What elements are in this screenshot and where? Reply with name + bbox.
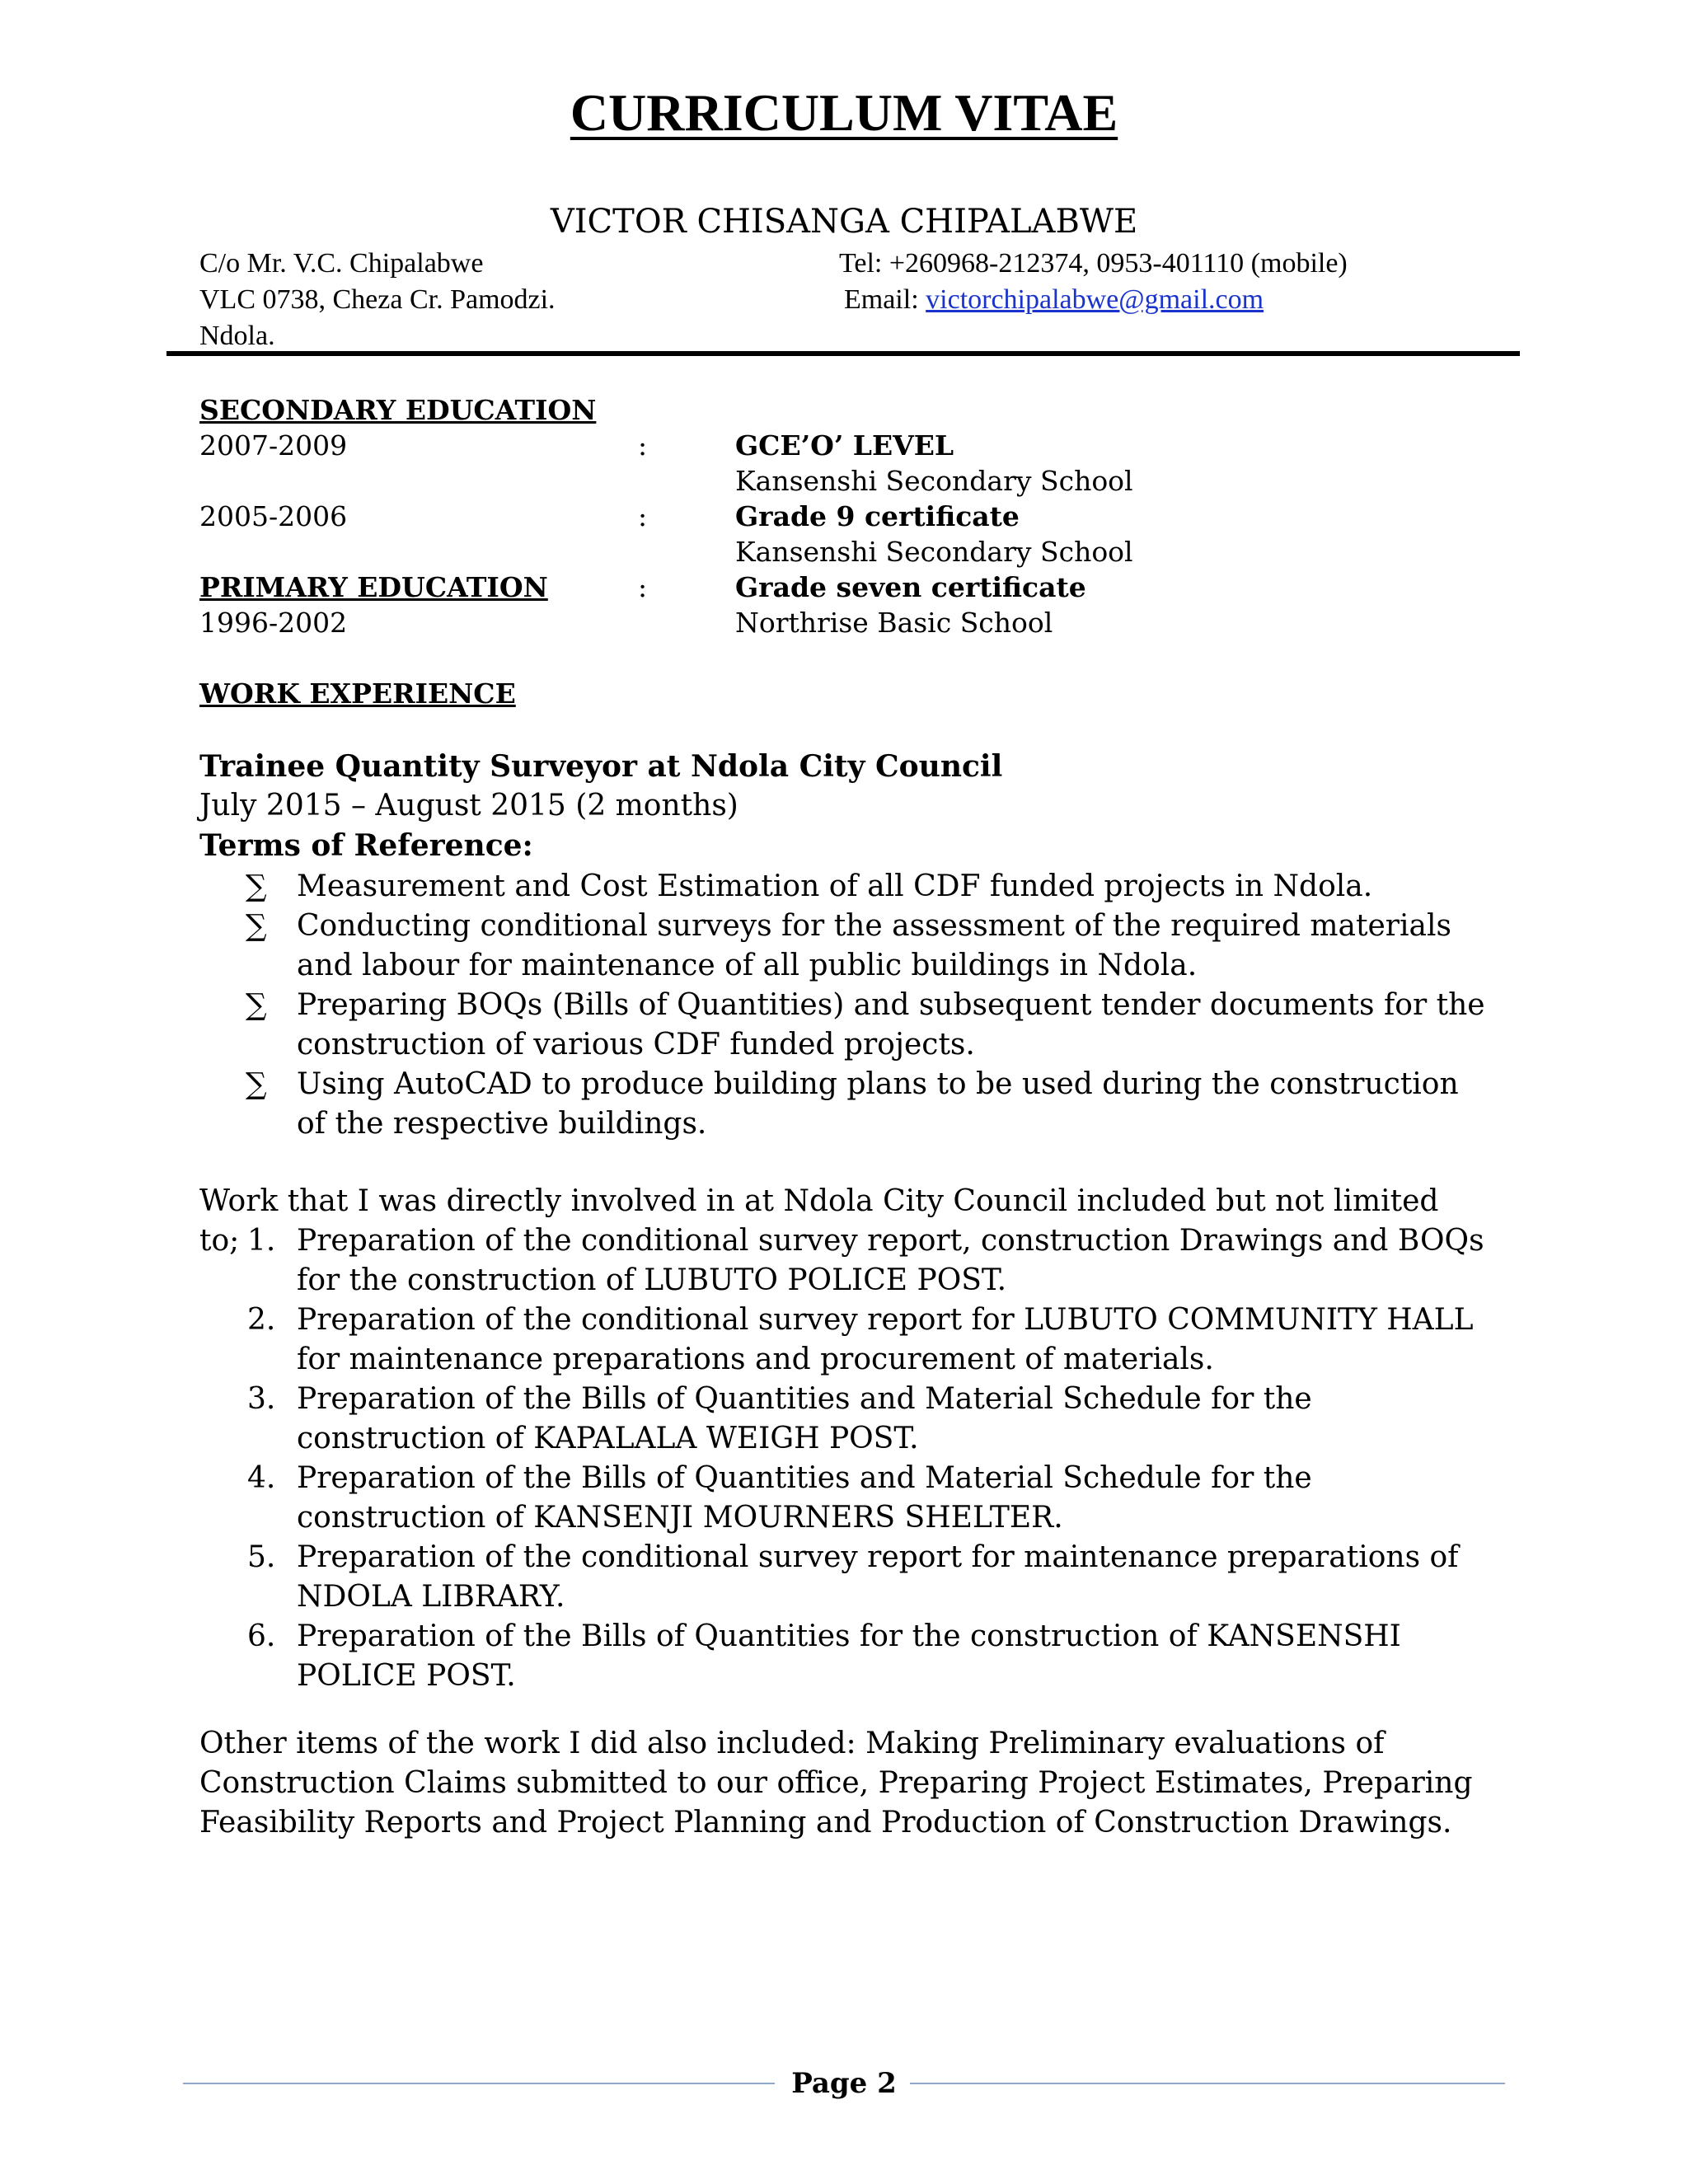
item-number: 3.	[247, 1382, 276, 1416]
edu-qualification-1: GCE’O’ LEVEL	[735, 429, 954, 462]
list-item	[199, 1221, 1485, 1301]
edu-separator-3: :	[638, 571, 648, 603]
edu-separator-2: :	[638, 500, 648, 532]
item-text: Preparation of the conditional survey report for maintenance preparations of NDOLA LIBRARY.	[297, 1540, 1459, 1614]
edu-qualification-2: Grade 9 certificate	[735, 500, 1020, 532]
item-number: 2.	[247, 1303, 276, 1337]
item-number: 1.	[247, 1224, 276, 1258]
list-item	[199, 1065, 1485, 1144]
edu-school-2: Kansenshi Secondary School	[735, 536, 1133, 568]
secondary-education-heading: SECONDARY EDUCATION	[199, 394, 597, 426]
terms-heading: Terms of Reference:	[199, 828, 533, 863]
list-item	[199, 986, 1485, 1065]
edu-years-1: 2007-2009	[199, 429, 348, 462]
candidate-name: VICTOR CHISANGA CHIPALABWE	[550, 203, 1138, 241]
item-number: 4.	[247, 1461, 276, 1495]
primary-education-heading: PRIMARY EDUCATION	[199, 571, 548, 603]
item-text: Preparation of the Bills of Quantities and Material Schedule for the construction of KANSENJI MOURNERS SHELTER.	[297, 1461, 1312, 1535]
sigma-bullet-icon: ∑	[246, 909, 267, 943]
list-item	[199, 1459, 1485, 1538]
other-items-paragraph: Other items of the work I did also included: Making Preliminary evaluations of Construction Claims submitted to our office, Preparing Project Estimates, Preparing Feasibility Reports and Project Planning and Production of Construction Drawings.	[199, 1727, 1473, 1840]
item-number: 6.	[247, 1619, 276, 1653]
work-experience-heading: WORK EXPERIENCE	[199, 677, 516, 710]
term-text: Preparing BOQs (Bills of Quantities) and subsequent tender documents for the construction of various CDF funded projects.	[297, 988, 1485, 1062]
terms-list	[199, 867, 1485, 1144]
sigma-bullet-icon: ∑	[246, 988, 267, 1022]
list-item	[199, 867, 1485, 907]
item-text: Preparation of the conditional survey report, construction Drawings and BOQs for the construction of LUBUTO POLICE POST.	[297, 1224, 1484, 1297]
edu-years-3: 1996-2002	[199, 607, 348, 639]
term-text: Conducting conditional surveys for the assessment of the required materials and labour for maintenance of all public buildings in Ndola.	[297, 909, 1451, 982]
item-number: 5.	[247, 1540, 276, 1574]
email-line	[839, 282, 1348, 318]
list-item	[199, 1538, 1485, 1617]
edu-qualification-3: Grade seven certificate	[735, 571, 1086, 603]
email-link[interactable]: victorchipalabwe@gmail.com	[926, 284, 1264, 315]
sigma-bullet-icon: ∑	[246, 1067, 267, 1101]
address-line-2: VLC 0738, Cheza Cr. Pamodzi.	[199, 284, 556, 315]
edu-years-2: 2005-2006	[199, 500, 348, 532]
email-label: Email:	[844, 284, 926, 315]
involvement-intro: Work that I was directly involved in at Ndola City Council included but not limited to;	[199, 1184, 1439, 1258]
list-item	[199, 907, 1485, 986]
address-line-3: Ndola.	[199, 321, 275, 351]
header-divider	[166, 351, 1520, 356]
involvement-list	[199, 1221, 1485, 1696]
term-text: Measurement and Cost Estimation of all CDF funded projects in Ndola.	[297, 869, 1373, 903]
item-text: Preparation of the Bills of Quantities and Material Schedule for the construction of KAPALALA WEIGH POST.	[297, 1382, 1312, 1455]
edu-separator-1: :	[638, 429, 648, 462]
edu-school-1: Kansenshi Secondary School	[735, 465, 1133, 497]
item-text: Preparation of the conditional survey report for LUBUTO COMMUNITY HALL for maintenance preparations and procurement of materials.	[297, 1303, 1474, 1376]
document-title: CURRICULUM VITAE	[570, 83, 1118, 142]
job-period: July 2015 – August 2015 (2 months)	[199, 789, 738, 823]
phone-email-block	[839, 246, 1348, 318]
phone-numbers: Tel: +260968-212374, 0953-401110 (mobile)	[839, 248, 1348, 279]
list-item	[199, 1301, 1485, 1380]
list-item	[199, 1617, 1485, 1696]
list-item	[199, 1380, 1485, 1459]
address-line-1: C/o Mr. V.C. Chipalabwe	[199, 248, 484, 279]
page-number: Page 2	[791, 2067, 897, 2100]
sigma-bullet-icon: ∑	[246, 869, 267, 903]
job-title: Trainee Quantity Surveyor at Ndola City Council	[199, 749, 1003, 784]
address-block	[199, 246, 556, 354]
term-text: Using AutoCAD to produce building plans to be used during the construction of the respective buildings.	[297, 1067, 1459, 1141]
edu-school-3: Northrise Basic School	[735, 607, 1053, 639]
item-text: Preparation of the Bills of Quantities for the construction of KANSENSHI POLICE POST.	[297, 1619, 1401, 1693]
